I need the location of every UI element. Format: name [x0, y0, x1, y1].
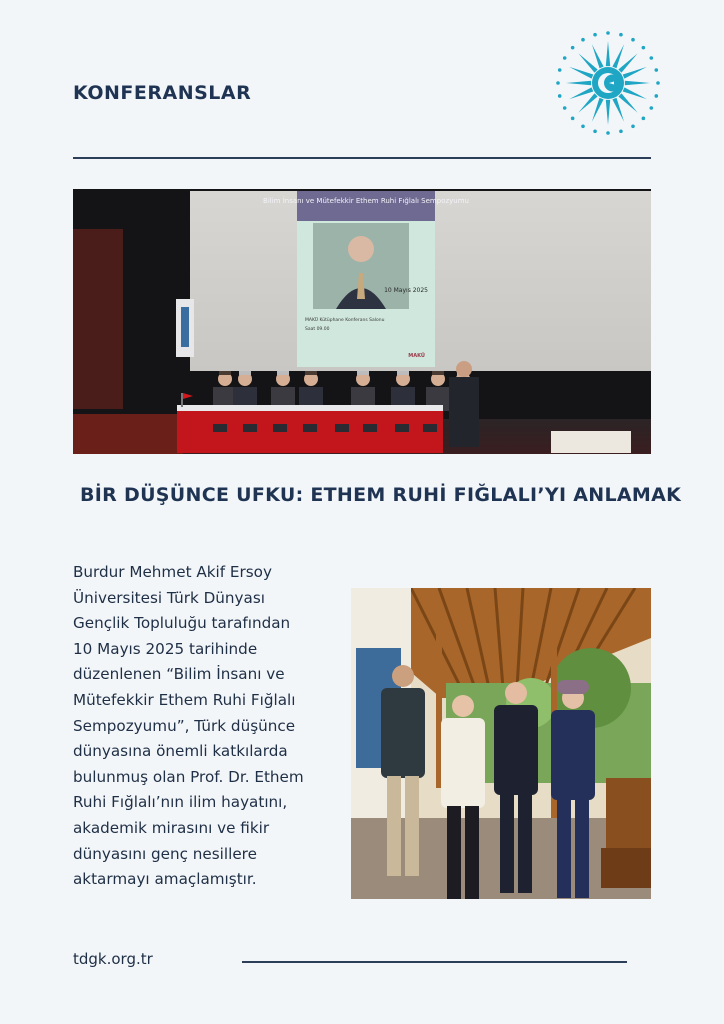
top-divider — [73, 157, 651, 159]
section-title: KONFERANSLAR — [73, 82, 252, 104]
body-line: Üniversitesi Türk Dünyası — [73, 588, 265, 607]
body-line: Ruhi Fığlalı’nın ilim hayatını, — [73, 793, 288, 812]
body-line: 10 Mayıs 2025 tarihinde — [73, 639, 258, 658]
sun-crescent-star-logo-icon — [553, 28, 663, 138]
article-body — [73, 560, 341, 893]
body-line: akademik mirasını ve fikir — [73, 818, 270, 837]
body-line: aktarmayı amaçlamıştır. — [73, 870, 257, 889]
group-photo — [351, 588, 651, 899]
article-headline: BİR DÜŞÜNCE UFKU: ETHEM RUHİ FIĞLALI’YI ANLAMAK — [80, 484, 682, 506]
body-line: Burdur Mehmet Akif Ersoy — [73, 563, 272, 581]
body-line: Sempozyumu”, Türk düşünce — [73, 716, 296, 735]
bottom-divider — [242, 961, 627, 963]
body-line: Gençlik Topluluğu tarafından — [73, 614, 291, 633]
body-line: dünyasını genç nesillere — [73, 844, 257, 863]
body-line: Mütefekkir Ethem Ruhi Fığlalı — [73, 690, 296, 709]
body-line: bulunmuş olan Prof. Dr. Ethem — [73, 767, 304, 786]
screen-venue: MAKÜ Kütüphane Konferans Salonu — [305, 318, 385, 323]
body-line: dünyasına önemli katkılarda — [73, 742, 288, 761]
screen-org: MAKÜ — [408, 353, 425, 359]
footer-url-link[interactable]: tdgk.org.tr — [73, 950, 153, 968]
conference-panel-photo — [73, 189, 651, 454]
screen-date: 10 Mayıs 2025 — [384, 287, 428, 294]
body-line: düzenlenen “Bilim İnsanı ve — [73, 665, 285, 684]
screen-title: Bilim İnsanı ve Mütefekkir Ethem Ruhi Fığlalı Sempozyumu — [263, 197, 469, 205]
screen-time: Saat 09.00 — [305, 327, 330, 332]
